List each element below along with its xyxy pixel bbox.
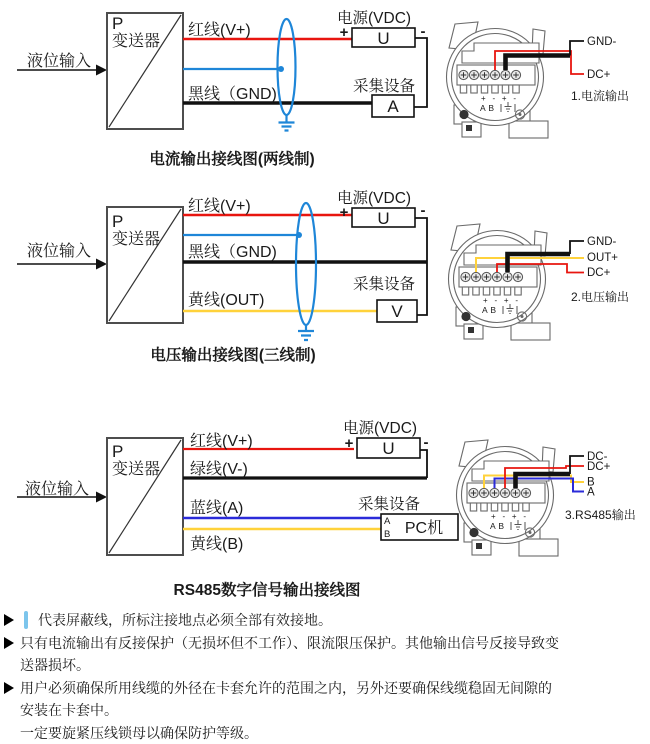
power-to-collector-link — [414, 38, 427, 107]
transmitter-name: 变送器 — [112, 33, 161, 50]
terminal-label-4: A — [587, 486, 595, 499]
device-drawing — [447, 22, 549, 138]
power-unit: U — [377, 29, 390, 48]
transmitter-name: 变送器 — [112, 461, 161, 478]
collector-unit: A — [387, 97, 399, 116]
input-arrow-head — [96, 259, 107, 270]
transmitter-p: P — [112, 212, 124, 231]
device-drawing — [449, 224, 551, 340]
note-cable-gland — [4, 677, 650, 721]
terminal-label-1: DC- — [587, 451, 608, 463]
wiring-diagrams-canvas: + - + - A B 液位输入 P 变送器 红线(V+) 黑线（GND) 电源(VDC) U + - 采集设备 A 电流输出接线图(两线制) GND- DC+ 1.电流输出 液位输入 P 变送器 红线(V+) 黑线（GND) 黄线(OUT) 电源(VDC) U + - 采集设备 V 电压输出接线图(三线制) GND- OUT+ DC+ 2.电压输出 液位输入 P 变送器 红线(V+) 绿线(V-) 蓝线(A) 黄线(B) 电源(VDC) U + - 采集设备 A B PC机 RS485数字信号输出接线图 DC- DC+ B A 3.RS485输出 — [0, 0, 650, 600]
collector-unit: V — [391, 302, 403, 321]
minus-sign: - — [420, 202, 426, 219]
collector-title: 采集设备 — [353, 78, 416, 95]
shield-line-icon — [24, 611, 28, 629]
power-title: 电源(VDC) — [343, 420, 418, 437]
collector-title: 采集设备 — [353, 276, 416, 293]
ground-icon — [298, 325, 314, 340]
terminal-label-3: B — [587, 476, 595, 489]
red-wire-label: 红线(V+) — [188, 198, 251, 215]
output-type-label: 3.RS485输出 — [565, 508, 636, 522]
note-lock-nut — [4, 722, 650, 744]
power-title: 电源(VDC) — [337, 190, 412, 207]
power-unit: U — [382, 439, 395, 458]
bullet-triangle-icon — [4, 614, 14, 626]
note-text: 只有电流输出有反接保护（无损坏但不工作）、限流限压保护。其他输出信号反接导致变送器损坏。 — [20, 635, 559, 673]
transmitter-p: P — [112, 442, 124, 461]
terminal-label-2: DC+ — [587, 461, 611, 473]
red-wire-label: 红线(V+) — [188, 22, 251, 39]
note-polarity — [4, 632, 650, 676]
bullet-triangle-icon — [4, 637, 14, 649]
terminal-label-2: OUT+ — [587, 252, 618, 264]
note-shield — [4, 609, 650, 631]
yellow-wire-label: 黄线(OUT) — [188, 292, 265, 309]
black-wire-label: 黑线（GND) — [188, 244, 277, 261]
footnotes-section — [0, 600, 650, 744]
blue-wire-label: 蓝线(A) — [190, 500, 244, 517]
note-text — [20, 609, 332, 631]
diagram-current-output — [17, 9, 629, 168]
input-label: 液位输入 — [27, 53, 92, 70]
diagram-caption: 电流输出接线图(两线制) — [149, 151, 315, 168]
collector-unit: PC机 — [404, 520, 444, 537]
plus-sign: + — [339, 204, 349, 221]
plus-sign: + — [339, 24, 349, 41]
diagram-voltage-output — [17, 189, 629, 364]
red-wire-label: 红线(V+) — [190, 433, 253, 450]
shield-junction-dot — [278, 66, 284, 72]
green-wire-label: 绿线(V-) — [190, 461, 248, 478]
ground-icon — [279, 115, 295, 131]
note-shield-text: 代表屏蔽线，所标注接地点必须全部有效接地。 — [38, 612, 332, 628]
power-unit: U — [377, 209, 390, 228]
power-minus-link — [420, 450, 427, 478]
note-text: 用户必须确保所用线缆的外径在卡套允许的范围之内，另外还要确保线缆稳固无间隙的安装在卡套中。 — [20, 680, 552, 718]
terminal-label-1: GND- — [587, 236, 617, 248]
port-b-label: B — [384, 529, 391, 540]
device-black-lead — [570, 241, 584, 254]
black-wire-label: 黑线（GND) — [188, 86, 277, 103]
terminal-label-2: DC+ — [587, 69, 611, 81]
transmitter-p: P — [112, 14, 124, 33]
input-arrow-head — [96, 492, 107, 503]
shield-ellipse — [296, 203, 316, 325]
diagram-caption: RS485数字信号输出接线图 — [173, 582, 361, 599]
power-title: 电源(VDC) — [337, 10, 412, 27]
minus-sign: - — [420, 23, 426, 40]
transmitter-name: 变送器 — [112, 231, 161, 248]
diagram-caption: 电压输出接线图(三线制) — [150, 347, 316, 364]
device-black-lead — [570, 41, 584, 56]
plus-sign: + — [344, 435, 354, 452]
minus-sign: - — [423, 434, 429, 451]
input-label: 液位输入 — [27, 243, 92, 260]
port-a-label: A — [384, 516, 391, 527]
device-drawing — [457, 440, 559, 556]
output-type-label: 2.电压输出 — [571, 290, 630, 304]
terminal-label-3: DC+ — [587, 267, 611, 279]
diagram-rs485-output — [17, 419, 636, 599]
bullet-triangle-icon — [4, 682, 14, 694]
input-label: 液位输入 — [25, 481, 90, 498]
note-text: 一定要旋紧压线锁母以确保防护等级。 — [20, 725, 258, 741]
output-type-label: 1.电流输出 — [571, 89, 630, 103]
yellow-wire-label: 黄线(B) — [190, 536, 244, 553]
terminal-label-1: GND- — [587, 36, 617, 48]
device-black-lead — [570, 456, 584, 474]
collector-title: 采集设备 — [358, 496, 421, 513]
input-arrow-head — [96, 65, 107, 76]
